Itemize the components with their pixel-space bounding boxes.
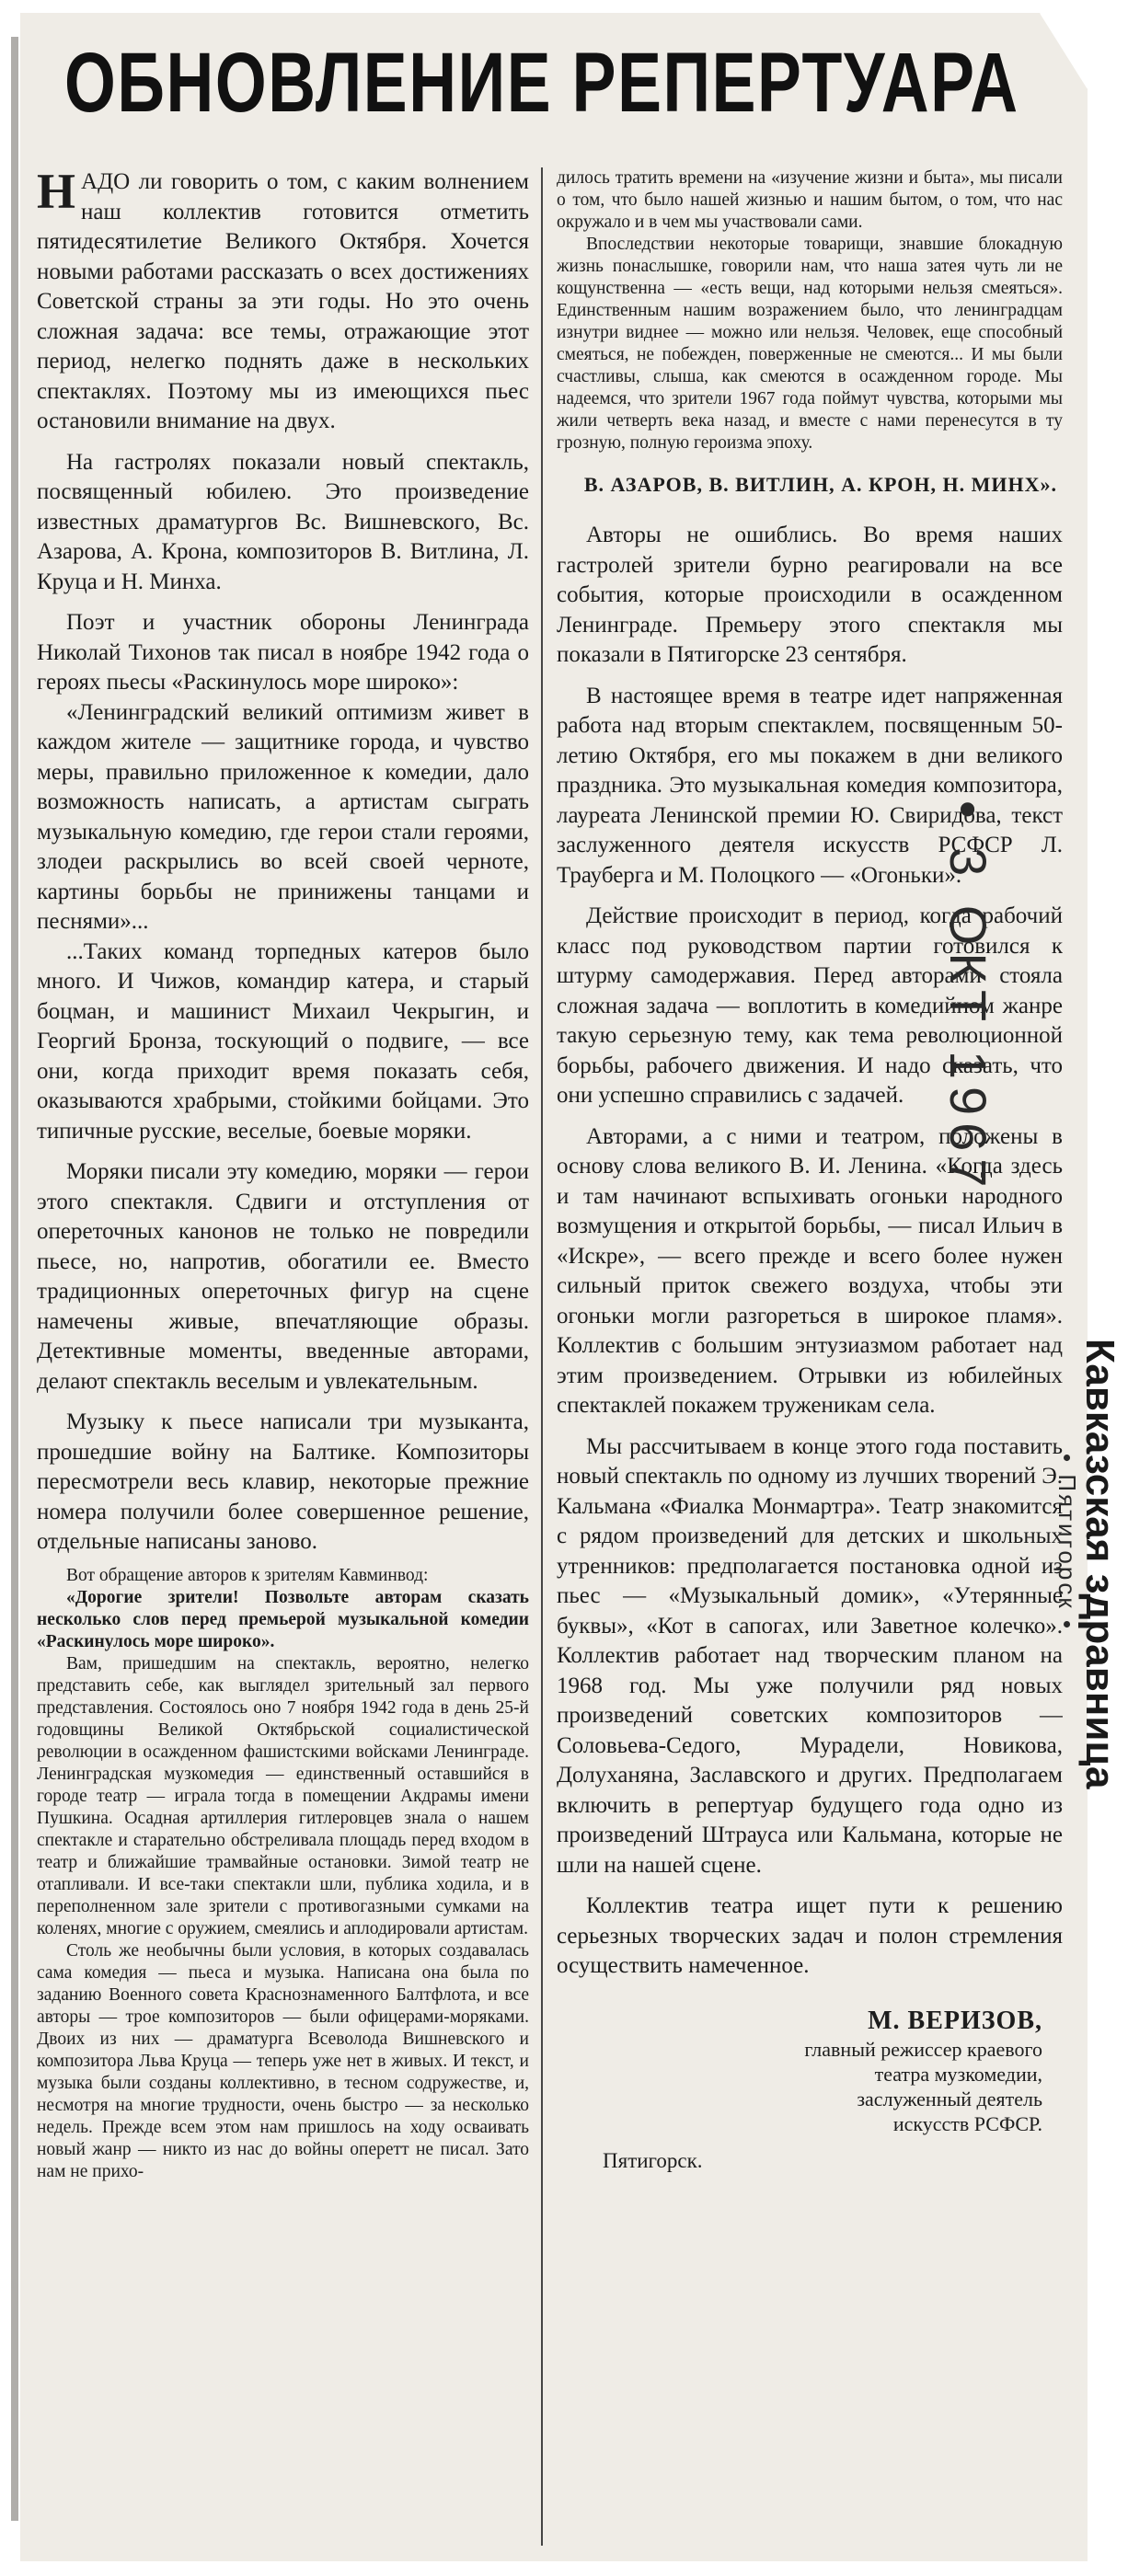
article-paragraph: На гастролях показали новый спектакль, посвященный юбилею. Это произведение известных драматургов Вс. Вишневского, Вс. Азарова, А. Крона, композиторов В. Витлина, Л. Круца и Н. Минха. [37, 449, 529, 594]
article-paragraph: В настоящее время в театре идет напряженная работа над вторым спектаклем, посвященным 50-летию Октября, его мы покажем в дни великого праздника. Это музыкальная комедия композитора, лауреата Ленинской премии Ю. Свиридова, текст заслуженного деятеля искусств РСФСР Л. Трауберга и М. Полоцкого — «Огоньки». [557, 683, 1063, 888]
newspaper-city: • Пятигорск • [1053, 1454, 1081, 1632]
dateline-place: Пятигорск. [603, 2148, 703, 2172]
authors-signature: В. АЗАРОВ, В. ВИТЛИН, А. КРОН, Н. МИНХ». [583, 473, 1057, 496]
article-paragraph: Моряки писали эту комедию, моряки — герои этого спектакля. Сдвиги и отступления от опереточных канонов не только не повредили пьесе, но, напротив, обогатили ее. Вместо традиционных опереточных фигур на сцене намечены живые, впечатляющие образы. Детективные моменты, введенные авторами, делают спектакль веселым и увлекательным. [37, 1159, 529, 1394]
appeal-paragraph: дилось тратить времени на «изучение жизни и быта», мы писали о том, что было нашей жизнью и нашим бытом, о том, что нас окружало и в чем мы участвовали сами. [557, 168, 1063, 232]
author-role-line: искусств РСФСР. [892, 2111, 1042, 2135]
right-column [557, 167, 1063, 2546]
date-stamp: • 3 ОКТ 1967 [939, 800, 997, 1195]
article-paragraph: Действие происходит в период, когда рабочий класс под руководством партии готовился к штурму самодержавия. Перед авторами стояла сложная задача — воплотить в комедийном жанре такую серьезную тему, как тема революционной борьбы, рабочего движения. И надо сказать, что они успешно справились с задачей. [557, 903, 1063, 1108]
appeal-paragraph: Впоследствии некоторые товарищи, знавшие блокадную жизнь понаслышке, говорили нам, что наша затея чуть ли не кощунственна — «есть вещи, над которыми нельзя смеяться». Единственным нашим возражением было, что ленинградцам изнутри виднее — можно или нельзя. Человек, еще способный смеяться, не побежден, поверженные не смеются... И мы были счастливы, слыша, как смеются в осажденном городе. Мы надеемся, что зрители 1967 года поймут чувства, которыми мы жили четверть века назад, и вместе с нами перенесутся в ту грозную, полную героизма эпоху. [557, 235, 1063, 453]
author-name: М. ВЕРИЗОВ, [868, 2006, 1042, 2035]
headline: ОБНОВЛЕНИЕ РЕПЕРТУАРА [64, 36, 1019, 130]
author-signature [557, 2006, 1042, 2136]
binding-shadow [11, 37, 18, 2521]
author-role-line: заслуженный деятель [857, 2087, 1042, 2110]
appeal-paragraph: Столь же необычны были условия, в которых создавалась сама комедия — пьеса и музыка. Написана она была по заданию Военного совета Краснознаменного Балтфлота, и все авторы — трое композиторов — были офицерами-моряками. Двоих из них — драматурга Всеволода Вишневского и композитора Льва Круца — теперь уже нет в живых. И текст, и музыка были созданы коллективно, в тесном содружестве, и, несмотря на многие трудности, очень быстро — за несколько недель. Прежде всем этом нам пришлось на ходу осваивать новый жанр — никто из нас до войны оперетт не писал. Зато нам не прихо- [37, 1940, 529, 2181]
article-paragraph: Авторы не ошиблись. Во время наших гастролей зрители бурно реагировали на все события, которые происходили в осажденном Ленинграде. Премьеру этого спектакля мы показали в Пятигорске 23 сентября. [557, 523, 1063, 667]
appeal-paragraph: Вот обращение авторов к зрителям Кавминвод: [66, 1565, 429, 1585]
drop-cap: Н [37, 167, 76, 219]
newspaper-name: Кавказская здравница [1077, 1339, 1122, 1789]
appeal-paragraph: «Дорогие зрители! Позвольте авторам сказать несколько слов перед премьерой музыкальной комедии «Раскинулось море широко». [37, 1587, 529, 1651]
article-paragraph: Коллектив театра ищет пути к решению серьезных творческих задач и полон стремления осуществить намеченное. [557, 1893, 1063, 1978]
article-paragraph: «Ленинградский великий оптимизм живет в каждом жителе — защитнике города, и чувство меры, правильно приложенное к комедии, дало возможность написать, а артистам сыграть музыкальную комедию, где герои стали героями, злодеи раскрылись во всей своей черноте, картины борьбы не принижены танцами и песнями»... [37, 699, 529, 934]
author-role-line: театра музкомедии, [874, 2062, 1042, 2086]
appeal-paragraph: Вам, пришедшим на спектакль, вероятно, нелегко представить себе, как выглядел зрительный зал первого представления. Состоялось оно 7 ноября 1942 года в день 25-й годовщины Великой Октябрьской социалистической революции в осажденном фашистскими войсками Ленинграде. Ленинградская музкомедия — единственный оставшийся в городе театр — играла тогда в помещении Акдрамы имени Пушкина. Осадная артиллерия гитлеровцев знала о нашем спектакле и старательно обстреливала площадь перед входом в театр и ближайшие трамвайные остановки. Зимой театр не отапливали. И все-таки спектакли шли, публика ходила, и в переполненном зале зрители с противогазными сумками на коленях, многие с оружием, смеялись и аплодировали артистам. [37, 1653, 529, 1938]
article-paragraph [37, 167, 529, 437]
left-column [37, 167, 529, 2546]
paragraph-text: АДО ли говорить о том, с каким волнением наш коллектив готовится отметить пятидесятилетие Великого Октября. Хочется новыми работами рассказать о всех достижениях Советской страны за эти годы. Но это очень сложная задача: все темы, отражающие этот период, нелегко поднять даже в нескольких спектаклях. Поэтому мы из имеющихся пьес остановили внимание на двух. [37, 169, 529, 433]
author-role-line: главный режиссер краевого [804, 2037, 1042, 2061]
article-paragraph: ...Таких команд торпедных катеров было много. И Чижов, командир катера, и старый боцман, и машинист Михаил Чекрыгин, и Георгий Бронза, тоскующий о подвиге, — все они, когда приходит время показать себя, оказываются храбрыми, стойкими бойцами. Это типичные русские, веселые, боевые моряки. [37, 938, 529, 1144]
article-paragraph: Музыку к пьесе написали три музыканта, прошедшие войну на Балтике. Композиторы пересмотрели весь клавир, некоторые прежние номера получили более совершенное решение, отдельные написаны заново. [37, 1409, 529, 1554]
column-divider [541, 167, 543, 2546]
article-paragraph: Поэт и участник обороны Ленинграда Николай Тихонов так писал в ноябре 1942 года о героях пьесы «Раскинулось море широко»: [37, 610, 529, 695]
article-paragraph: Авторами, а с ними и театром, положены в основу слова великого В. И. Ленина. «Когда здесь и там начинают вспыхивать огоньки народного возмущения и открытой борьбы, — писал Ильич в «Искре», — всего прежде и всего более нужен сильный приток свежего воздуха, чтобы эти огоньки могли разгореться в широкое пламя». Коллектив с большим энтузиазмом работает над этим произведением. Отрывки из юбилейных спектаклей покажем труженикам села. [557, 1123, 1063, 1418]
article-paragraph: Мы рассчитываем в конце этого года поставить новый спектакль по одному из лучших творений Э. Кальмана «Фиалка Монмартра». Театр знакомится с рядом произведений для детских и школьных утренников: предполагается постановка одной из пьес — «Музыкальный домик», «Утерянные буквы», «Кот в сапогах, или Заветное колечко». Коллектив работает над творческим планом на 1968 год. Мы уже получили ряд новых произведений советских композиторов — Соловьева-Седого, Мурадели, Новикова, Долуханяна, Заславского и других. Предполагаем включить в репертуар будущего года одно из произведений Штрауса или Кальмана, которые не шли на нашей сцене. [557, 1433, 1063, 1878]
